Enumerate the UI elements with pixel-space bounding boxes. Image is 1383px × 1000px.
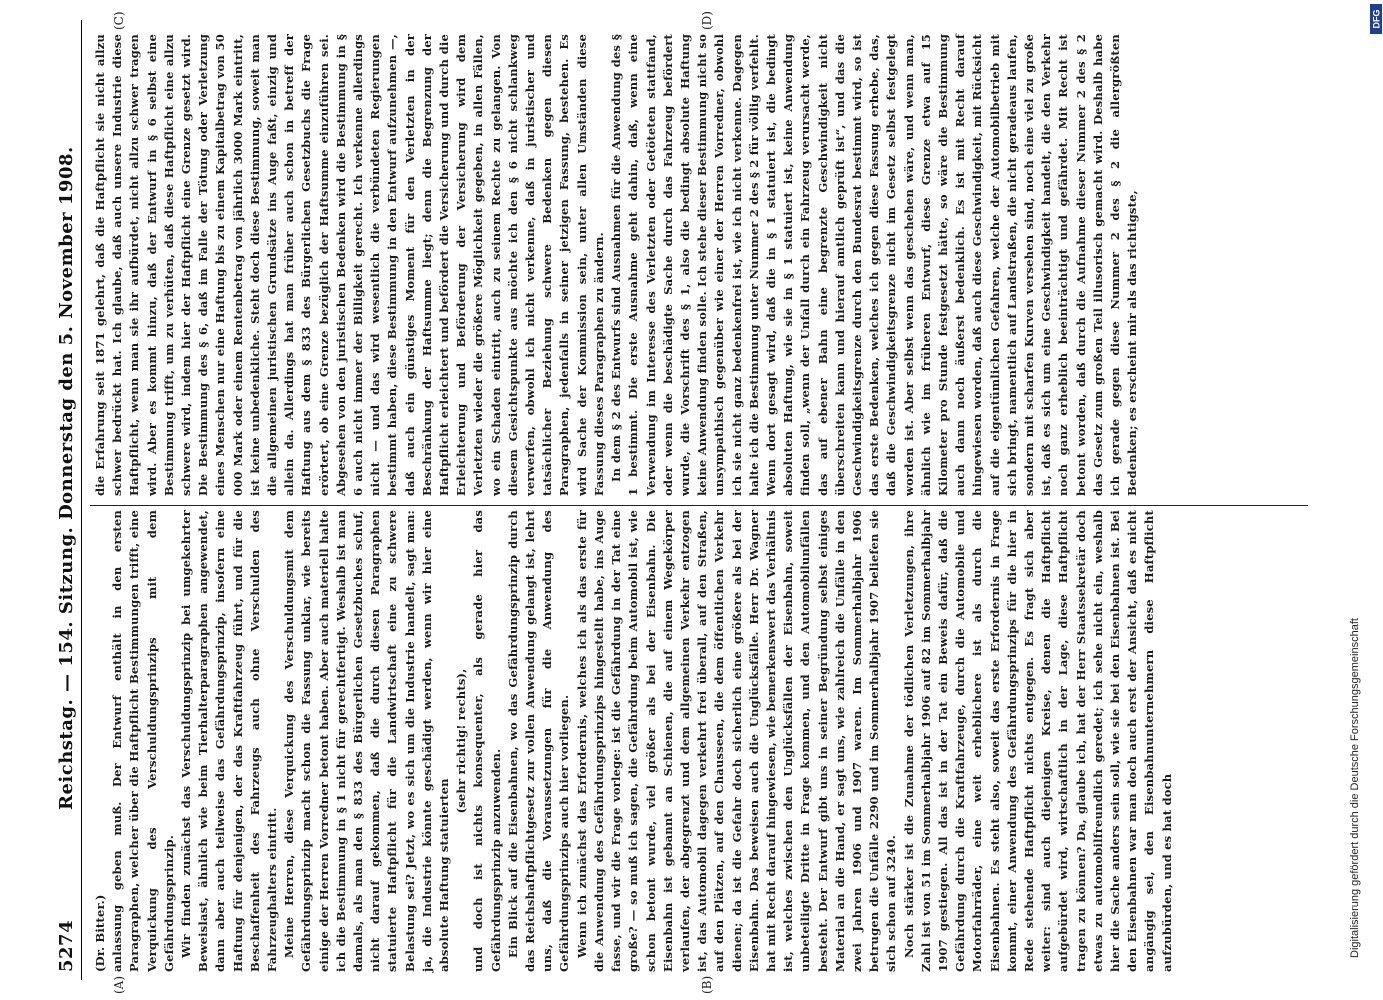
session-title: Reichstag. — 154. Sitzung. Donnerstag den 5. November 1908. <box>56 146 77 810</box>
digitization-credit: Digitalisierung gefördert durch die Deutsche Forschungsgemeinschaft <box>1349 618 1361 958</box>
margin-mark-b: (B) <box>700 975 714 994</box>
dfg-logo <box>1370 4 1382 34</box>
paragraph: Wir finden zunächst das Verschuldungsprinzip bei umgekehrter Beweislast, ähnlich wie beim Tierhalterparagraphen angewendet, dann aber auch teilweise das Gefährdungsprinzip, insofern eine Haftung für denjenigen, der das Kraftfahrzeug führt, und für die Beschaffenheit des Fahrzeugs auch ohne Verschulden des Fahrzeughalters eintritt. <box>179 510 280 972</box>
paragraph: Meine Herren, diese Verquickung des Verschuldungsmit dem Gefährdungsprinzip macht schon die Fassung unklar, wie bereits einige der Herren Vorredner betont haben. Aber auch materiell halte ich die Bestimmung in § 1 nicht für gerechtfertigt. Weshalb ist man damals, als man den § 833 des Bürgerlichen Gesetzbuches schuf, nicht darauf gekommen, daß die durch diesen Paragraphen statuierte Haftpflicht für die Landwirtschaft eine zu schwere Belastung sei? Jetzt, wo es sich um die Industrie handelt, sagt man: ja, die Industrie könnte geschädigt werden, wenn wir hier eine absolute Haftung statuierten <box>282 510 452 972</box>
left-column <box>92 510 1174 972</box>
left-paragraphs <box>109 510 1176 972</box>
speaker-marker: (Dr. Bitter.) <box>93 894 107 972</box>
right-column <box>92 34 1292 496</box>
margin-mark-d: (D) <box>700 11 714 30</box>
paragraph: Wenn ich zunächst das Erfordernis, welches ich als das erste für die Anwendung des Gefährdungsprinzips hingestellt habe, ins Auge fasse, und wir die Frage vorlege: ist die Gefährdung in der Tat eine große? — so muß ich sagen, die Gefährdung beim Automobil ist, wie schon betont wurde, viel größer als bei der Eisenbahn. Die Eisenbahn ist gebannt an Schienen, die auf einem Wegekörper verlaufen, der abgegrenzt und dem allgemeinen Verkehr entzogen ist, das Automobil dagegen verkehrt frei überall, auf den Straßen, auf den Plätzen, auf den Chausseen, die dem öffentlichen Verkehr dienen; da ist die Gefahr doch sicherlich eine größere als bei der Eisenbahn. Das beweisen auch die Unglücksfälle. Herr Dr. Wagner hat mit Recht darauf hingewiesen, wie bemerkenswert das Verhältnis ist, welches zwischen den Unglücksfällen der Eisenbahn, soweit unbeteiligte Dritte in Frage kommen, und den Automobilunfällen besteht. Der Entwurf gibt uns in seiner Begründung selbst einiges Material an die Hand, er sagt uns, wie zahlreich die Unfälle in den zwei Jahren 1906 und 1907 waren. Im Sommerhalbjahr 1906 betrugen die Unfälle 2290 und im Sommerhalbjahr 1907 beliefen sie sich schon auf 3240. <box>574 510 899 972</box>
column-divider <box>90 505 1308 506</box>
page-number: 5274 <box>56 919 77 972</box>
paragraph: In dem § 2 des Entwurfs sind Ausnahmen für die Anwendung des § 1 bestimmt. Die erste Ausnahme geht dahin, daß, wenn eine Verwendung im Interesse des Verletzten oder Getöteten stattfand, oder wenn die beschädigte Sache durch das Fahrzeug befördert wurde, die Vorschrift des § 1, also die bedingt absolute Haftung keine Anwendung finden solle. Ich stehe dieser Bestimmung nicht so unsympathisch gegenüber wie einer der Herren Vorredner, obwohl ich sie nicht ganz bedenkenfrei ist, wie ich nicht verkenne. Dagegen halte ich die Bestimmung unter Nummer 2 des § 2 für völlig verfehlt. Wenn dort gesagt wird, daß die in § 1 statuiert ist, die bedingt absoluten Haftung, wie sie in § 1 statuiert ist, keine Anwendung finden soll, „wenn der Unfall durch ein Fahrzeug verursacht werde, das auf ebener Bahn eine begrenzte Geschwindigkeit nicht überschreiten kann und hierauf amtlich geprüft ist“, und das die Geschwindigkeitsgrenze durch den Bundesrat bestimmt wird, so ist das erste Bedenken, welches ich gegen diese Fassung erhebe, das, daß die Geschwindigkeitsgrenze nicht im Gesetz selbst festgelegt worden ist. Aber selbst wenn das geschehen wäre, und wenn man, ähnlich wie im früheren Entwurf, diese Grenze etwa auf 15 Kilometer pro Stunde festgesetzt hätte, so wäre die Bestimmung auch dann noch äußerst bedenklich. Es ist mit Recht darauf hingewiesen worden, daß auch diese Geschwindigkeit, mit Rücksicht auf die eigentümlichen Gefahren, welche der Automobilbetrieb mit sich bringt, namentlich auf Landstraßen, die nicht geradeaus laufen, sondern mit scharfen Kurven versehen sind, noch eine viel zu große ist, daß es sich um eine Geschwindigkeit handelt, die den Verkehr noch ganz erheblich beeinträchtigt und gefährdet. Mit Recht ist betont worden, daß durch die Aufnahme dieser Nummer 2 des § 2 das Gesetz zum großen Teil illusorisch gemacht wird. Deshalb habe ich gerade gegen diese Nummer 2 des § 2 die allergrößten Bedenken; es erscheint mir als das richtigste, <box>609 34 1140 496</box>
paragraph: Noch stärker ist die Zunahme der tödlichen Verletzungen, ihre Zahl ist von 51 im Sommerhalbjahr 1906 auf 82 im Sommerhalbjahr 1907 gestiegen. All das ist in der Tat ein Beweis dafür, daß die Gefährdung durch die Kraftfahrzeuge, durch die Automobile und Motorfahrräder, eine weit erheblichere ist als durch die Eisenbahnen. Es steht also, soweit das erste Erfordernis in Frage kommt, einer Anwendung des Gefährdungsprinzips für die hier in Rede stehende Haftpflicht nichts entgegen. Es fragt sich aber weiter: sind auch diejenigen Kreise, denen die Haftpflicht aufgebürdet wird, wirtschaftlich in der Lage, diese Haftpflicht tragen zu können? Da, glaube ich, hat der Herr Staatssekretär doch etwas zu automobilfreundlich geredet; ich sehe nicht ein, weshalb hier die Sache anders sein soll, wie sie bei den Eisenbahnen ist. Bei den Eisenbahnen war man doch auch erst der Ansicht, daß es nicht angängig sei, den Eisenbahnunternehmern diese Haftpflicht aufzubürden, und es hat doch <box>901 510 1174 972</box>
margin-mark-a: (A) <box>112 975 126 994</box>
paragraph: und doch ist nichts konsequenter, als gerade hier das Gefährdungsprinzip anzuwenden. <box>471 510 503 972</box>
page-header <box>55 20 82 980</box>
paragraph: anlassung geben muß. Der Entwurf enthält in den ersten Paragraphen, welcher über die Haftpflicht Bestimmungen trifft, eine Verquickung des Verschuldungsprinzips mit dem Gefährdungsprinzip. <box>110 510 176 972</box>
paragraph: die Erfahrung seit 1871 gelehrt, daß die Haftpflicht sie nicht allzu schwer bedrückt hat. Ich glaube, daß auch unsere Industrie diese Haftpflicht, wenn man sie ihr aufbürdet, nicht allzu schwer tragen wird. Aber es kommt hinzu, daß der Entwurf in § 6 selbst eine Bestimmung trifft, um zu verhüten, daß diese Haftpflicht eine allzu schwere wird, indem hier der Haftpflicht eine Grenze gesetzt wird. Die Bestimmung des § 6, daß im Falle der Tötung oder Verletzung eines Menschen nur eine Haftung bis zu einem Kapitalbetrag von 50 000 Mark oder einem Rentenbetrag von jährlich 3000 Mark eintritt, ist keine unbedenkliche. Steht doch diese Bestimmung, soweit man die allgemeinen juristischen Grundsätze ins Auge faßt, einzig und allein da. Allerdings hat man früher auch schon in betreff der Haftung aus dem § 833 des Bürgerlichen Gesetzbuchs die Frage erörtert, ob eine Grenze bezüglich der Haftsumme einzuführen sei. Abgesehen von den juristischen Bedenken wird die Bestimmung in § 6 auch nicht immer der Billigkeit gerecht. Ich verkenne allerdings nicht — und das wird wesentlich die verbündeten Regierungen bestimmt haben, diese Bestimmung in den Entwurf aufzunehmen —, daß auch ein günstiges Moment für den Verletzten in der Beschränkung der Haftsumme liegt; denn die Begrenzung der Haftpflicht erleichtert und befördert die Versicherung und durch die Erleichterung und Beförderung der Versicherung wird dem Verletzten wieder die größere Möglichkeit gegeben, in allen Fällen, wo ein Schaden eintritt, auch zu seinem Rechte zu gelangen. Von diesem Gesichtspunkte aus möchte ich den § 6 nicht schlankweg verwerfen, obwohl ich nicht verkenne, daß in juristischer und tatsächlicher Beziehung schwere Bedenken gegen diesen Paragraphen, jedenfalls in seiner jetzigen Fassung, bestehen. Es wird Sache der Kommission sein, unter allen Umständen diese Fassung dieses Paragraphen zu ändern. <box>93 34 606 496</box>
right-paragraphs <box>92 34 1141 496</box>
credit-strip <box>1345 8 1375 968</box>
paragraph: Ein Blick auf die Eisenbahnen, wo das Gefährdungsprinzip durch das Reichshaftpflichtgesetz zur vollen Anwendung gelangt ist, lehrt uns, daß die Voraussetzungen für die Anwendung des Gefährdungsprinzips auch hier vorliegen. <box>505 510 572 972</box>
dfg-logo-text: DFG <box>1371 9 1381 29</box>
paragraph: (sehr richtig! rechts), <box>454 668 469 814</box>
margin-mark-c: (C) <box>112 11 126 30</box>
